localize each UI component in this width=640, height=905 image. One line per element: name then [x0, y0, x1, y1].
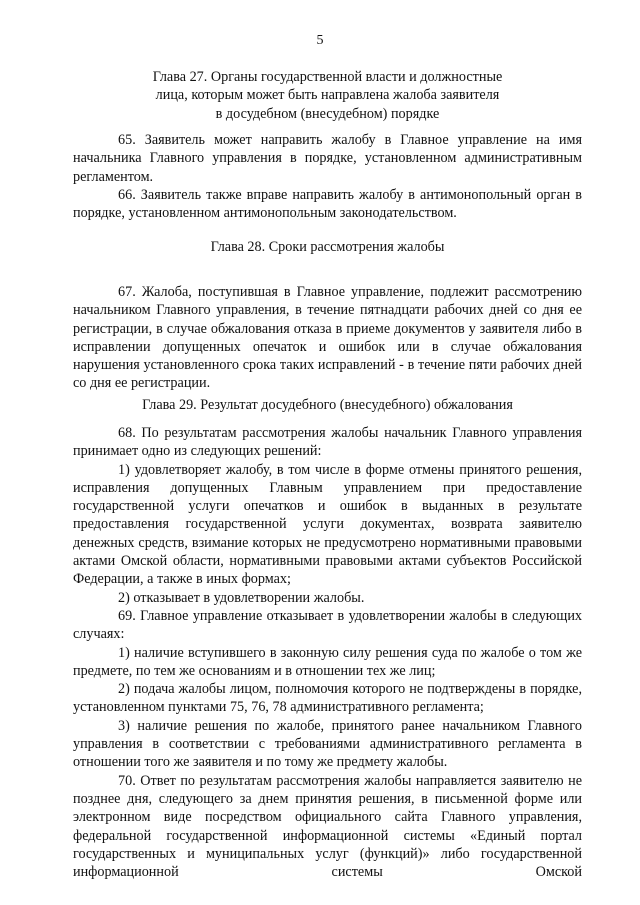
paragraph-67: 67. Жалоба, поступившая в Главное управление, подлежит рассмотрению начальником Главного управления, в течение пятнадцати рабочих дней со дня ее регистрации, в случае обжалования отказа в приеме документов у заявителя либо в исправлении допущенных опечаток и ошибок или в случае обжалования нарушения установленного срока таких исправлений - в течение пяти рабочих дней со дня ее регистрации. [73, 284, 582, 392]
chapter-28-body [73, 283, 582, 393]
paragraph-69: 69. Главное управление отказывает в удовлетворении жалобы в следующих случаях: [73, 607, 582, 643]
chapter-27-heading-line: лица, которым может быть направлена жалоба заявителя [155, 87, 500, 104]
paragraph-68-item-2: 2) отказывает в удовлетворении жалобы. [118, 589, 365, 606]
chapter-29-heading: Глава 29. Результат досудебного (внесудебного) обжалования [142, 397, 513, 413]
paragraph-69-item-2: 2) подача жалобы лицом, полномочия которого не подтверждены в порядке, установленном пунктами 75, 76, 78 административного регламента; [73, 681, 582, 716]
paragraph-69-item-3: 3) наличие решения по жалобе, принятого ранее начальником Главного управления в соответствии с требованиями административного регламента в отношении того же заявителя и по тому же предмету жалобы. [73, 717, 582, 771]
chapter-27-body [73, 131, 582, 222]
chapter-29-body [73, 424, 582, 881]
chapter-28-heading: Глава 28. Сроки рассмотрения жалобы [210, 239, 445, 255]
paragraph-70: 70. Ответ по результатам рассмотрения жалобы направляется заявителю не позднее дня, следующего за днем принятия решения, в письменной форме или электронном виде посредством официального сайта Главного управления, федеральной государственной информационной системы «Единый портал государственных и муниципальных услуг (функций)» либо государственной информационной системы Омской [73, 772, 582, 881]
page-number: 5 [316, 33, 324, 48]
paragraph-68: 68. По результатам рассмотрения жалобы начальник Главного управления принимает одно из следующих решений: [73, 425, 582, 460]
paragraph-65: 65. Заявитель может направить жалобу в Главное управление на имя начальника Главного управления в порядке, установленном административным регламентом. [73, 132, 582, 185]
paragraph-68-item-1: 1) удовлетворяет жалобу, в том числе в форме отмены принятого решения, исправления допущенных Главным управлением при предоставление государственной услуги опечатков и ошибок в выданных в результате предоставления государственной услуги документах, возврата заявителю денежных средств, взимание которых не предусмотрено нормативными правовыми актами Омской области, нормативными правовыми актами субъектов Российской Федерации, а также в иных формах; [73, 461, 582, 588]
chapter-27-heading-line: Глава 27. Органы государственной власти и должностные [152, 69, 503, 85]
chapter-27-heading-line: в досудебном (внесудебном) порядке [215, 105, 440, 122]
paragraph-69-item-1: 1) наличие вступившего в законную силу решения суда по жалобе о том же предмете, по тем же основаниям и в отношении тех же лиц; [73, 644, 582, 679]
chapter-27-heading [73, 68, 582, 123]
paragraph-66: 66. Заявитель также вправе направить жалобу в антимонопольный орган в порядке, установленном антимонопольным законодательством. [73, 186, 582, 222]
